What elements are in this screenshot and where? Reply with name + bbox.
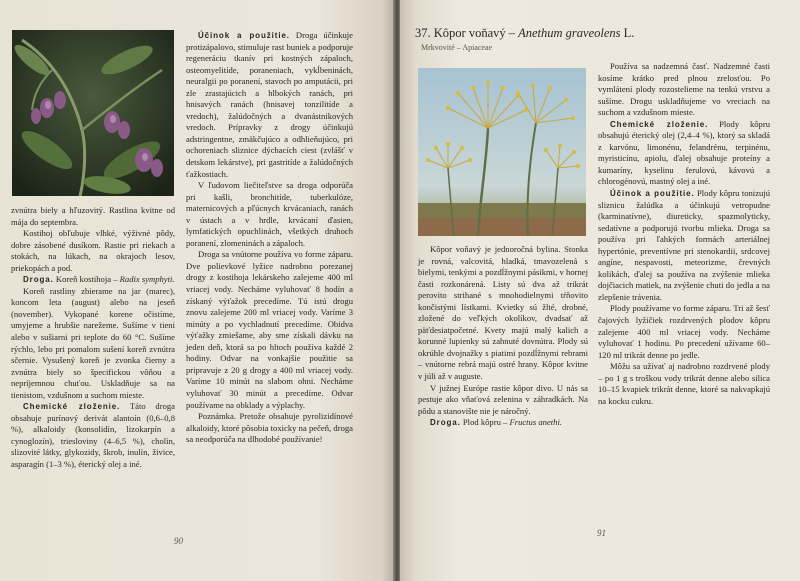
left-page-column-1 [11, 205, 175, 471]
comfrey-plant-image [12, 30, 174, 196]
right-page-column-1 [418, 244, 588, 429]
paragraph: Môžu sa užívať aj nadrobno rozdrvené plody – po 1 g s troškou vody trikrát denne alebo silica 10–15 kvapiek trikrát denne, ktoré sa nakvapkajú na kocku cukru. [598, 361, 770, 406]
page-number-left: 90 [174, 536, 183, 546]
page-number-right: 91 [597, 528, 606, 538]
plant-title [415, 26, 634, 41]
paragraph-droga [418, 417, 588, 429]
paragraph-note: Poznámka. Pretože obsahuje pyrolizidínové alkaloidy, ktoré pôsobia toxicky na pečeň, droga sa neodporúča na dlhodobé používanie! [186, 411, 353, 445]
comfrey-photo [12, 30, 174, 196]
paragraph: Plody používame vo forme záparu. Tri až šesť čajových lyžičiek rozdrvených plodov kôpru zalejeme 400 ml vriacej vody. Necháme vyluhovať 1 hodinu. Po precedení užívame 60–120 ml trikrát denne po jedle. [598, 303, 770, 360]
title-common-name: Kôpor voňavý [433, 26, 506, 40]
section-text: Táto droga obsahuje purínový derivát alantoín (0,6–0,8 %), alkaloidy (konsolidín, lizokarpín a cynoglozín), triesloviny (4–6,5 %), cholín, slizovité látky, glykozidy, škrob, inulín, živice, asparagín (1–3 %), éterický olej a iné. [11, 401, 175, 470]
section-head: Droga. [23, 275, 54, 285]
latin-name: Radix symphyti. [119, 274, 175, 285]
title-number: 37. [415, 26, 431, 40]
paragraph: V ľudovom liečiteľstve sa droga odporúča pri kašli, bronchitíde, tuberkulóze, maternicových a pľúcnych krvácaniach, ranách v ústach a v hrdle, krvácaní ďasien, lymfatických opuchlinách, všetkých druhoch poranení, zlomeninách a zápaloch. [186, 180, 353, 248]
paragraph: Droga sa vnútorne používa vo forme záparu. Dve polievkové lyžice nadrobno porezanej drogy z kostihoja lekárskeho zalejeme 400 ml vriacej vody. Necháme vyluhovať 8 hodín a získaný výťažok precedíme. Tú istú drogu znovu zalejeme 200 ml vriacej vody. Varíme 3 minúty a po vychladnutí precedíme. Obidva výťažky zmiešame, aby sme získali dávku na jeden deň, ktorá sa po hltoch používa každé 2 hodiny. Odvar na vonkajšie použitie sa pripravuje z 20 g drogy a 400 ml vriacej vody. Varíme 10 minút na slabom ohni. Necháme vyluhovať 30 minút a precedíme. Odvar používame na obklady a výplachy. [186, 249, 353, 410]
section-text: Droga účinkuje protizápalovo, stimuluje rast buniek a podporuje regeneráciu tkanív pri kostných zápaloch, osteomyelitíde, poraneniach, vykĺbeninách, neuralgii po poranení, stavoch po amputácii, pri zle zrastajúcich a hlbokých ranách, pri hnisavých ranách (hnisavej tonzilitíde a vredoch), žalúdočných a dvanástnikových vredoch. Prípravky z drogy účinkujú adstringentne, zmäkčujúco a odhlieňujúco, pri ochoreniach sliznice dýchacích ciest (zvlášť v detskom lekárstve), pri gastritíde a žalúdočných ťažkostiach. [186, 30, 353, 179]
paragraph-effect [186, 30, 353, 180]
title-separator: – [508, 26, 515, 40]
paragraph-description: Kôpor voňavý je jednoročná bylina. Stonka je rovná, valcovitá, hladká, tmavozelená s bielymi, tenkými a pozdĺžnymi pásikmi, v hornej časti rozkonárená. Listy sú dva až trikrát perovito strihané s mnohodielnymi tŕňovito končistými lístkami. Kvietky sú žlté, drobné, zložené do veľkých okolíkov, dvadsať až päťdesiatpočetné. Kvety majú malý kalich a korunné lupienky sú zahnuté dovnútra. Plody sú okrúhle dvojnažky s piatimi pozdĺžnymi rebrami – vnútorne rebrá majú ostré hrany. Kôpor kvitne v júli až v auguste. [418, 244, 588, 382]
paragraph: zvnútra biely a hľuzovitý. Rastlina kvitne od mája do septembra. [11, 205, 175, 227]
paragraph: V južnej Európe rastie kôpor divo. U nás sa pestuje ako vňaťová zelenina v záhradkách. Na pôdu a stanovište nie je náročný. [418, 382, 588, 416]
section-text: Plody kôpru tonizujú sliznicu žalúdka a účinkujú vetropudne (karminatívne), diureticky, spazmolyticky, sedatívne a podporujú tvorbu mlieka. Droga sa používa pri ľahkých formách arteriálnej hypertónie, preventívne pri stenokardii, srdcovej angíne, nespavosti, meteorizme, črevných kolikách, ďalej sa používa na zvýšenie mlieka dojčiacich matiek, na zvýšenie chuti do jedla a na zlepšenie trávenia. [598, 188, 770, 302]
section-head: Účinok a použitie. [198, 31, 290, 40]
latin-name: Fructus anethi. [509, 417, 562, 428]
left-page [0, 0, 394, 581]
right-page-column-2 [598, 61, 770, 407]
title-latin-name: Anethum graveolens [518, 26, 621, 40]
section-text: Koreň kostihoja – [55, 274, 118, 285]
paragraph: Používa sa nadzemná časť. Nadzemné časti kosíme krátko pred plnou zrelosťou. Po vymlátení plody rozostelieme na tenkú vrstvu a sušíme. Drogu uskladňujeme vo vreciach na suchom a vzdušnom mieste. [598, 61, 770, 118]
dill-photo [418, 68, 586, 236]
paragraph-chemistry [598, 119, 770, 188]
paragraph: Koreň rastliny zbierame na jar (marec), koncom leta (august) alebo na jeseň (november). Vykopané korene očistíme, umyjeme a hrubšie narežeme. Sušíme v tieni alebo v sušiarni pri teplote do 60 °C. Sušíme rýchlo, lebo pri pomalom sušení koreň zvnútra sčernie. Vysušený koreň je zvonka čierny a zvnútra biely so špecifickou vôňou a nepríjemnou chuťou. Uskladňuje sa na tienistom, vzdušnom a suchom mieste. [11, 285, 175, 400]
plant-family: Mrkvovité – Apiaceae [421, 43, 493, 52]
section-head: Účinok a použitie. [610, 189, 695, 199]
section-text: Plody kôpru obsahujú éterický olej (2,4–4 %), ktorý sa skladá z karvónu, limonénu, felandrénu, terpinénu, myristicínu, apiolu, ďalej obsahuje proteíny a kumaríny, kyselinu ferulovú, kávovú a chlorogénovú, mastný olej a iné. [598, 118, 770, 187]
section-head: Chemické zloženie. [23, 402, 121, 412]
paragraph: Kostihoj obľubuje vlhké, výživné pôdy, dobre zásobené dusíkom. Rastie pri riekach a stokách, na lúkach, na okrajoch lesov, priekopách a pod. [11, 228, 175, 273]
dill-plant-image [418, 68, 586, 236]
section-head: Droga. [430, 418, 461, 428]
paragraph-droga [11, 274, 175, 286]
paragraph-chemistry [11, 401, 175, 470]
section-head: Chemické zloženie. [610, 119, 709, 129]
paragraph-effect [598, 188, 770, 303]
left-page-column-2 [186, 30, 353, 446]
title-author: L. [623, 26, 635, 40]
section-text: Plod kôpru – [462, 417, 508, 428]
